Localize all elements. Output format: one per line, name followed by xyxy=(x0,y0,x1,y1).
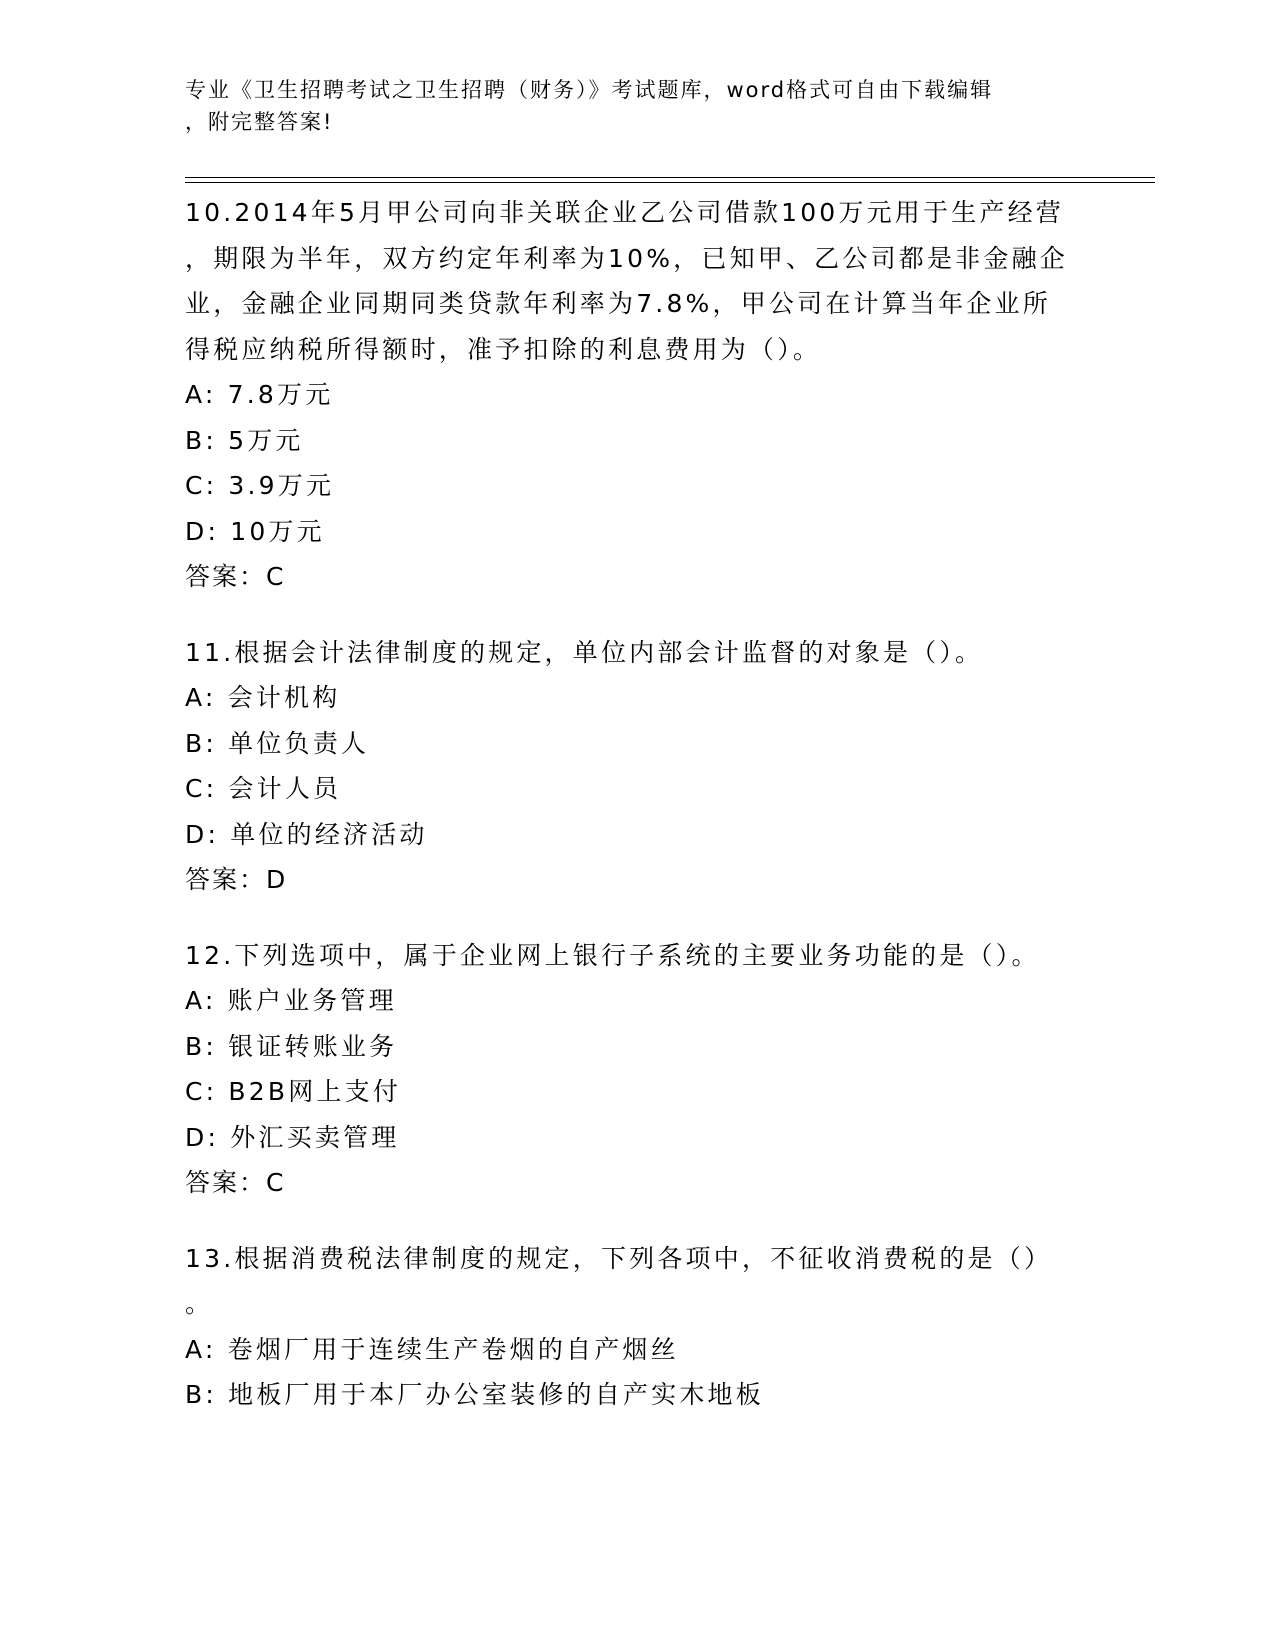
question-text-line: 业，金融企业同期同类贷款年利率为7.8%，甲公司在计算当年企业所 xyxy=(185,289,1051,318)
question-text-line: 10.2014年5月甲公司向非关联企业乙公司借款100万元用于生产经营 xyxy=(185,198,1065,227)
answer-label: 答案： xyxy=(185,562,267,591)
answer-value: C xyxy=(266,1168,285,1197)
question-text-line: 13.根据消费税法律制度的规定，下列各项中，不征收消费税的是（） xyxy=(185,1243,1053,1273)
question-12 xyxy=(185,933,1085,1206)
option-c: C: B2B网上支付 xyxy=(185,1077,402,1106)
option-c: C: 3.9万元 xyxy=(185,471,335,500)
answer-label: 答案： xyxy=(185,865,267,894)
question-text-line: ，期限为半年，双方约定年利率为10%，已知甲、乙公司都是非金融企 xyxy=(185,243,1068,273)
option-b: B: 银证转账业务 xyxy=(185,1031,398,1061)
answer-line xyxy=(185,554,1085,600)
option-d: D: 10万元 xyxy=(185,516,325,546)
option-d: D: 单位的经济活动 xyxy=(185,819,428,849)
option-b: B: 5万元 xyxy=(185,425,304,455)
question-10 xyxy=(185,190,1085,600)
question-11 xyxy=(185,630,1085,903)
option-d: D: 外汇买卖管理 xyxy=(185,1122,400,1152)
option-a: A: 7.8万元 xyxy=(185,380,334,409)
question-text-line: 。 xyxy=(185,1289,214,1318)
header-divider-top xyxy=(185,177,1155,178)
answer-label: 答案： xyxy=(185,1168,267,1197)
header-line: 专业《卫生招聘考试之卫生招聘（财务）》考试题库，word格式可自由下载编辑 xyxy=(185,78,994,102)
answer-value: C xyxy=(266,562,285,591)
option-c: C: 会计人员 xyxy=(185,774,342,803)
question-text-line: 12.下列选项中，属于企业网上银行子系统的主要业务功能的是（）。 xyxy=(185,940,1040,970)
header-divider-bottom xyxy=(185,182,1155,183)
document-header xyxy=(185,74,1065,138)
option-a: A: 账户业务管理 xyxy=(185,986,397,1015)
header-line: ，附完整答案! xyxy=(185,110,334,134)
option-a: A: 卷烟厂用于连续生产卷烟的自产烟丝 xyxy=(185,1334,679,1364)
option-a: A: 会计机构 xyxy=(185,683,341,712)
question-list xyxy=(185,190,1085,1448)
question-text-line: 得税应纳税所得额时，准予扣除的利息费用为（）。 xyxy=(185,334,822,364)
option-b: B: 单位负责人 xyxy=(185,728,370,758)
question-13 xyxy=(185,1236,1085,1418)
answer-line xyxy=(185,857,1085,903)
answer-line xyxy=(185,1160,1085,1206)
option-b: B: 地板厂用于本厂办公室装修的自产实木地板 xyxy=(185,1380,764,1409)
answer-value: D xyxy=(266,865,287,894)
question-text-line: 11.根据会计法律制度的规定，单位内部会计监督的对象是（）。 xyxy=(185,637,984,667)
